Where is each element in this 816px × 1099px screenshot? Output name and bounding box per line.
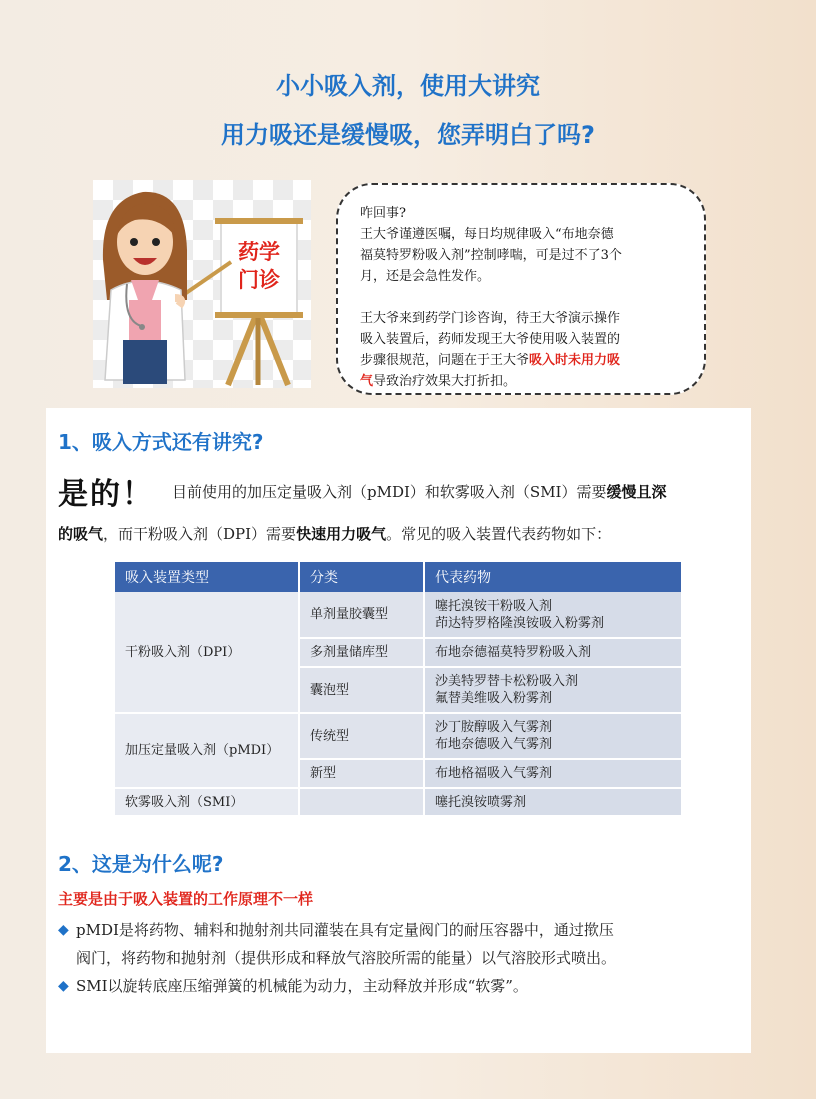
table-cell-category: 新型 bbox=[299, 759, 424, 788]
table-cell-type: 加压定量吸入剂（pMDI） bbox=[115, 713, 299, 788]
drug-name: 氟替美维吸入粉雾剂 bbox=[435, 691, 553, 706]
table-cell-drug bbox=[424, 759, 681, 788]
diamond-icon: ◆ bbox=[58, 922, 69, 938]
section1-heading: 1、吸入方式还有讲究? bbox=[58, 430, 264, 454]
bubble-line bbox=[360, 350, 684, 371]
bubble-text: 步骤很规范，问题在于王大爷 bbox=[360, 353, 530, 368]
table-cell-category: 单剂量胶囊型 bbox=[299, 592, 424, 638]
table-cell-category: 多剂量储库型 bbox=[299, 638, 424, 667]
bubble-highlight: 气 bbox=[360, 374, 374, 389]
table-cell-drug bbox=[424, 713, 681, 759]
board-label bbox=[229, 238, 289, 294]
section2-subheading: 主要是由于吸入装置的工作原理不一样 bbox=[58, 890, 314, 908]
table-row bbox=[115, 788, 681, 816]
bubble-highlight: 吸入时未用力吸 bbox=[529, 353, 621, 368]
table-cell-drug bbox=[424, 592, 681, 638]
section1-paragraph bbox=[58, 466, 738, 550]
section2-heading: 2、这是为什么呢? bbox=[58, 852, 224, 876]
bubble-line: 福莫特罗粉吸入剂”控制哮喘，可是过不了3个 bbox=[360, 248, 622, 263]
bubble-line: 王大爷来到药学门诊咨询，待王大爷演示操作 bbox=[360, 311, 621, 326]
bubble-line: 咋回事? bbox=[360, 206, 406, 221]
drug-name: 布地奈德福莫特罗粉吸入剂 bbox=[435, 645, 592, 660]
para-bold: 快速用力吸气 bbox=[296, 524, 387, 543]
page-title-line1: 小小吸入剂，使用大讲究 bbox=[276, 72, 540, 100]
list-item-text: pMDI是将药物、辅料和抛射剂共同灌装在具有定量阀门的耐压容器中，通过揿压 bbox=[76, 921, 614, 939]
table-header: 吸入装置类型 bbox=[115, 562, 299, 592]
table-cell-category bbox=[299, 788, 424, 816]
diamond-icon: ◆ bbox=[58, 978, 69, 994]
drug-name: 噻托溴铵干粉吸入剂 bbox=[435, 598, 553, 614]
list-item bbox=[58, 972, 748, 1000]
board-line2: 门诊 bbox=[238, 268, 280, 292]
table-header: 代表药物 bbox=[424, 562, 681, 592]
list-item-text: SMI以旋转底座压缩弹簧的机械能为动力，主动释放并形成“软雾”。 bbox=[76, 977, 528, 995]
list-item bbox=[58, 916, 748, 944]
principle-list bbox=[58, 916, 748, 1000]
bubble-line: 吸入装置后，药师发现王大爷使用吸入装置的 bbox=[360, 332, 621, 347]
table-cell-drug bbox=[424, 638, 681, 667]
table-cell-type: 软雾吸入剂（SMI） bbox=[115, 788, 299, 816]
drug-name: 沙美特罗替卡松粉吸入剂 bbox=[435, 674, 579, 689]
para-bold: 缓慢且深 bbox=[606, 482, 667, 501]
bubble-text: 导致治疗效果大打折扣。 bbox=[373, 374, 517, 389]
table-row bbox=[115, 713, 681, 759]
table-cell-category: 传统型 bbox=[299, 713, 424, 759]
drug-name: 布地格福吸入气雾剂 bbox=[435, 766, 553, 781]
list-item-continuation: 阀门，将药物和抛射剂（提供形成和释放气溶胶所需的能量）以气溶胶形式喷出。 bbox=[76, 949, 617, 967]
para-text: ，而干粉吸入剂（DPI）需要 bbox=[103, 524, 297, 543]
bubble-line: 王大爷谨遵医嘱，每日均规律吸入“布地奈德 bbox=[360, 227, 614, 242]
para-text: 。常见的吸入装置代表药物如下： bbox=[386, 524, 612, 543]
para-bold: 的吸气 bbox=[58, 524, 104, 543]
para-text: 目前使用的加压定量吸入剂（pMDI）和软雾吸入剂（SMI）需要 bbox=[172, 482, 607, 501]
table-row bbox=[115, 592, 681, 638]
drug-name: 茚达特罗格隆溴铵吸入粉雾剂 bbox=[435, 615, 605, 631]
table-cell-drug bbox=[424, 788, 681, 816]
bubble-line: 月，还是会急性发作。 bbox=[360, 269, 491, 284]
table-cell-drug bbox=[424, 667, 681, 713]
drug-name: 沙丁胺醇吸入气雾剂 bbox=[435, 720, 553, 735]
drug-name: 布地奈德吸入气雾剂 bbox=[435, 737, 553, 752]
page-title-line2: 用力吸还是缓慢吸，您弄明白了吗? bbox=[221, 121, 595, 149]
table-cell-type: 干粉吸入剂（DPI） bbox=[115, 592, 299, 713]
board-line1: 药学 bbox=[238, 240, 280, 264]
inhaler-table bbox=[115, 562, 681, 817]
pharmacist-illustration bbox=[93, 180, 311, 388]
table-cell-category: 囊泡型 bbox=[299, 667, 424, 713]
story-bubble bbox=[336, 183, 706, 395]
bubble-line bbox=[360, 371, 684, 392]
table-header-row bbox=[115, 562, 681, 592]
drug-name: 噻托溴铵喷雾剂 bbox=[435, 794, 527, 810]
yes-emphasis: 是的！ bbox=[58, 477, 154, 512]
table-header: 分类 bbox=[299, 562, 424, 592]
